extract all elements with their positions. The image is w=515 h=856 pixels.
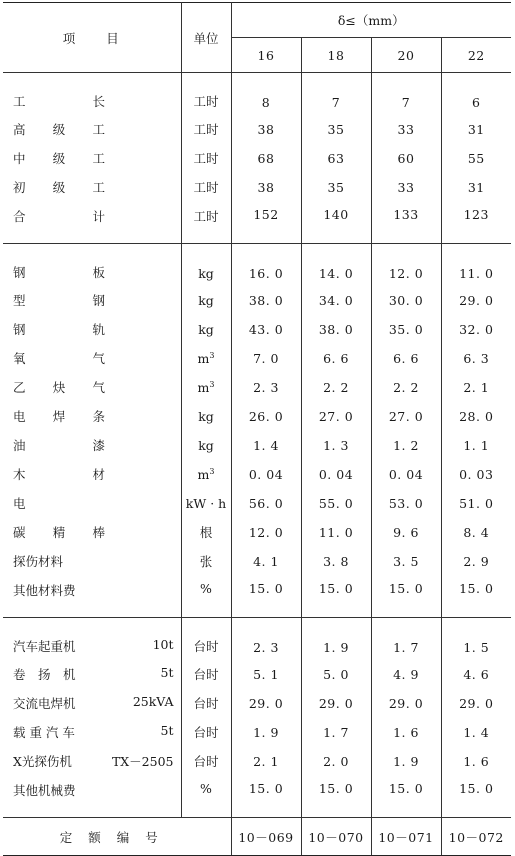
value-cell: 33 [371,173,441,202]
value-cell: 2. 0 [301,747,371,776]
value-cell: 1. 4 [231,431,301,460]
value-cell: 0. 03 [459,466,494,482]
value-cell: 51. 0 [459,495,494,511]
unit-cell: $m^3$ [181,460,231,489]
item-cell [3,373,181,402]
unit-cell: % [181,576,231,618]
item-name-char: 碳 [13,525,26,540]
table-row [3,689,511,718]
value-cell: 14. 0 [301,244,371,286]
value-cell: 2. 9 [463,553,490,569]
table-row [3,202,511,244]
value-cell: 56. 0 [231,489,301,518]
table-row [3,286,511,315]
item-name [13,92,105,110]
table-row [3,315,511,344]
item-name [13,407,105,425]
thickness-header: δ≤（mm） [231,3,511,38]
item-cell [3,244,181,286]
unit-cell: kg [181,244,231,286]
quota-code: 10－072 [441,818,511,856]
unit-cell: 根 [181,518,231,547]
table-row [3,144,511,173]
unit-superscript: 3 [209,466,215,476]
value-cell: 15. 0 [231,776,301,818]
table-row [3,576,511,618]
value-cell: 1. 7 [371,618,441,660]
value-cell: 1. 9 [301,618,371,660]
unit-cell: 台时 [181,747,231,776]
value-cell: 31 [467,179,485,195]
footer-row [3,818,511,856]
value-cell: 11. 0 [301,518,371,547]
item-name-char: 型 [13,293,26,308]
value-cell: 7 [371,73,441,115]
unit-cell: 台时 [181,618,231,660]
table-row [3,402,511,431]
unit-cell: kg [181,315,231,344]
item-cell [3,344,181,373]
unit-cell: kg [181,431,231,460]
value-cell: 6. 6 [301,344,371,373]
table-row [3,618,511,660]
item-cell [3,489,181,518]
item-cell [3,144,181,173]
value-cell: 8. 4 [463,524,490,540]
value-cell: 12. 0 [371,244,441,286]
value-cell: 35. 0 [371,315,441,344]
item-name-char: 探伤材料 [13,554,64,569]
value-cell: 5. 0 [301,660,371,689]
item-name-char: 工 [92,180,105,195]
item-cell [3,547,181,576]
item-name [13,120,105,138]
item-header: 项 目 [3,3,181,73]
unit-cell: 工时 [181,144,231,173]
item-cell [3,618,181,660]
item-name [13,665,181,683]
item-name-char: 条 [92,409,105,424]
item-cell [3,660,181,689]
item-name [13,494,105,512]
item-name [13,436,105,454]
item-name-text: 载 重 汽 车 [13,725,75,740]
item-name-text: X光探伤机 [13,754,72,769]
table-row [3,73,511,115]
value-cell: 0. 04 [371,460,441,489]
size-header: 22 [467,47,485,63]
item-name [13,263,105,281]
value-cell: 38. 0 [301,315,371,344]
unit-cell: 工时 [181,202,231,244]
unit-cell: 工时 [181,173,231,202]
unit-header: 单位 [181,3,231,73]
item-name-char: 合 [13,208,26,224]
table-row [3,547,511,576]
item-cell [3,776,181,818]
item-name-char: 工 [13,93,26,109]
value-cell: 1. 6 [371,718,441,747]
item-spec: 10t [152,636,174,652]
unit-cell: 工时 [181,115,231,144]
value-cell: 34. 0 [301,286,371,315]
item-name-char: 其他材料费 [13,582,76,598]
value-cell: 38 [231,115,301,144]
value-cell: 15. 0 [301,776,371,818]
value-cell: 2. 1 [231,747,301,776]
value-cell: 15. 0 [371,576,441,618]
value-cell: 15. 0 [371,776,441,818]
value-cell: 1. 2 [371,431,441,460]
value-cell: 1. 9 [371,747,441,776]
item-name-char: 工 [92,122,105,137]
value-cell: 6 [441,73,511,115]
item-name-char: 电 [13,496,26,511]
unit-cell: $m^3$ [181,373,231,402]
value-cell: 43. 0 [231,315,301,344]
value-cell: 29. 0 [371,689,441,718]
item-name [13,523,105,541]
item-name-char: 木 [13,467,26,482]
item-cell [3,518,181,547]
value-cell: 2. 2 [301,373,371,402]
value-cell: 1. 9 [231,718,301,747]
item-name-char: 中 [13,151,26,166]
value-cell: 35 [301,173,371,202]
item-name-char: 钢 [92,293,105,308]
item-name-char: 轨 [92,322,105,337]
item-name-char: 焊 [52,409,66,424]
value-cell: 35 [301,115,371,144]
value-cell: 29. 0 [459,292,494,308]
item-name-text: 卷 扬 机 [13,667,76,682]
value-cell: 1. 1 [463,437,490,453]
quota-code: 10－070 [301,818,371,856]
item-cell [3,576,181,618]
value-cell: 31 [467,121,485,137]
item-name [13,349,105,367]
item-cell [3,460,181,489]
value-cell: 63 [301,144,371,173]
value-cell: 27. 0 [371,402,441,431]
value-cell: 1. 4 [463,724,490,740]
value-cell: 0. 04 [231,460,301,489]
unit-superscript: 3 [209,350,215,360]
value-cell: 29. 0 [459,695,494,711]
unit-cell: kg [181,402,231,431]
value-cell: 26. 0 [231,402,301,431]
unit-superscript: 3 [209,379,215,389]
item-name [13,207,105,225]
value-cell: 15. 0 [459,780,494,796]
item-name [13,723,181,741]
item-name [13,378,105,396]
item-name [13,552,105,570]
value-cell: 1. 7 [301,718,371,747]
quota-code: 10－071 [371,818,441,856]
item-name-char: 气 [92,380,105,395]
unit-cell: % [181,776,231,818]
item-spec: 25kVA [132,694,174,709]
item-name-char: 工 [92,151,105,166]
item-name-char: 气 [92,351,105,366]
value-cell: 3. 5 [371,547,441,576]
item-name-char: 计 [92,208,105,224]
value-cell: 4. 6 [463,666,490,682]
item-cell [3,315,181,344]
item-name [13,694,181,712]
item-cell [3,115,181,144]
value-cell: 2. 2 [371,373,441,402]
item-name-char: 高 [13,122,26,137]
unit-cell: $m^3$ [181,344,231,373]
item-name [13,637,181,655]
item-cell [3,73,181,115]
value-cell: 0. 04 [301,460,371,489]
value-cell: 32. 0 [459,321,494,337]
value-cell: 1. 6 [463,753,490,769]
value-cell: 16. 0 [231,244,301,286]
item-spec: TX－2505 [111,754,174,769]
table-row [3,460,511,489]
item-spec: 5t [160,665,174,680]
unit-cell: kg [181,286,231,315]
table-row [3,173,511,202]
quota-number-label: 定额编号 [3,818,231,856]
unit-cell: kW · h [181,489,231,518]
value-cell: 3. 8 [301,547,371,576]
value-cell: 2. 3 [231,373,301,402]
value-cell: 11. 0 [441,244,511,286]
value-cell: 27. 0 [301,402,371,431]
table-row [3,518,511,547]
table-row [3,244,511,286]
item-name-char: 氧 [13,351,26,366]
table-row [3,489,511,518]
item-name-char: 钢 [13,322,26,337]
item-name-char: 精 [52,525,66,540]
value-cell: 29. 0 [301,689,371,718]
item-cell [3,689,181,718]
value-cell: 9. 6 [371,518,441,547]
table-row [3,373,511,402]
unit-cell: 台时 [181,689,231,718]
value-cell: 4. 9 [371,660,441,689]
item-cell [3,718,181,747]
value-cell: 5. 1 [231,660,301,689]
unit-cell: 工时 [181,73,231,115]
table-row [3,344,511,373]
item-name-text: 交流电焊机 [13,696,76,711]
size-header: 20 [371,38,441,73]
value-cell: 60 [371,144,441,173]
value-cell: 15. 0 [459,580,494,596]
unit-cell: 张 [181,547,231,576]
value-cell: 6. 6 [371,344,441,373]
item-cell [3,286,181,315]
value-cell: 123 [463,206,489,222]
unit-cell: 台时 [181,660,231,689]
quota-code: 10－069 [231,818,301,856]
value-cell: 140 [301,202,371,244]
table-row [3,115,511,144]
table-row [3,660,511,689]
value-cell: 15. 0 [231,576,301,618]
table-row [3,718,511,747]
item-name-char: 板 [92,264,105,280]
item-name-char: 长 [92,93,105,109]
item-spec: 5t [160,723,174,738]
item-name-char: 乙 [13,380,26,395]
value-cell: 38 [231,173,301,202]
item-name-text: 汽车起重机 [13,638,76,654]
size-header: 18 [301,38,371,73]
item-name-char: 棒 [92,525,105,540]
value-cell: 2. 3 [231,618,301,660]
item-name-char: 漆 [92,438,105,453]
item-name-char: 初 [13,180,26,195]
item-name [13,581,105,599]
value-cell: 55 [467,150,485,166]
item-name [13,752,181,770]
value-cell: 68 [231,144,301,173]
value-cell: 152 [231,202,301,244]
value-cell: 1. 5 [441,618,511,660]
table-row [3,431,511,460]
value-cell: 30. 0 [371,286,441,315]
size-header: 16 [231,38,301,73]
item-name-char: 油 [13,438,26,453]
value-cell: 38. 0 [231,286,301,315]
value-cell: 2. 1 [463,379,490,395]
item-name-char: 级 [52,180,66,195]
item-name-char: 炔 [52,380,66,395]
value-cell: 28. 0 [459,408,494,424]
value-cell: 29. 0 [231,689,301,718]
item-name-char: 级 [52,122,66,137]
item-cell [3,402,181,431]
value-cell: 33 [371,115,441,144]
item-name [13,465,105,483]
item-name [13,178,105,196]
value-cell: 8 [231,73,301,115]
value-cell: 133 [371,202,441,244]
item-name [13,320,105,338]
item-cell [3,431,181,460]
quota-table [3,2,511,856]
value-cell: 7. 0 [231,344,301,373]
item-name-char: 电 [13,409,26,424]
item-name [13,149,105,167]
item-name-text: 其他机械费 [13,782,76,798]
value-cell: 6. 3 [463,350,490,366]
item-cell [3,173,181,202]
value-cell: 15. 0 [301,576,371,618]
item-cell [3,747,181,776]
item-cell [3,202,181,244]
value-cell: 53. 0 [371,489,441,518]
table-row [3,776,511,818]
value-cell: 7 [301,73,371,115]
item-name-char: 材 [92,467,105,482]
item-name [13,291,105,309]
table-row [3,747,511,776]
value-cell: 4. 1 [231,547,301,576]
value-cell: 12. 0 [231,518,301,547]
item-name [13,781,181,799]
value-cell: 55. 0 [301,489,371,518]
item-name-char: 钢 [13,264,26,280]
unit-cell: 台时 [181,718,231,747]
item-name-char: 级 [52,151,66,166]
value-cell: 1. 3 [301,431,371,460]
